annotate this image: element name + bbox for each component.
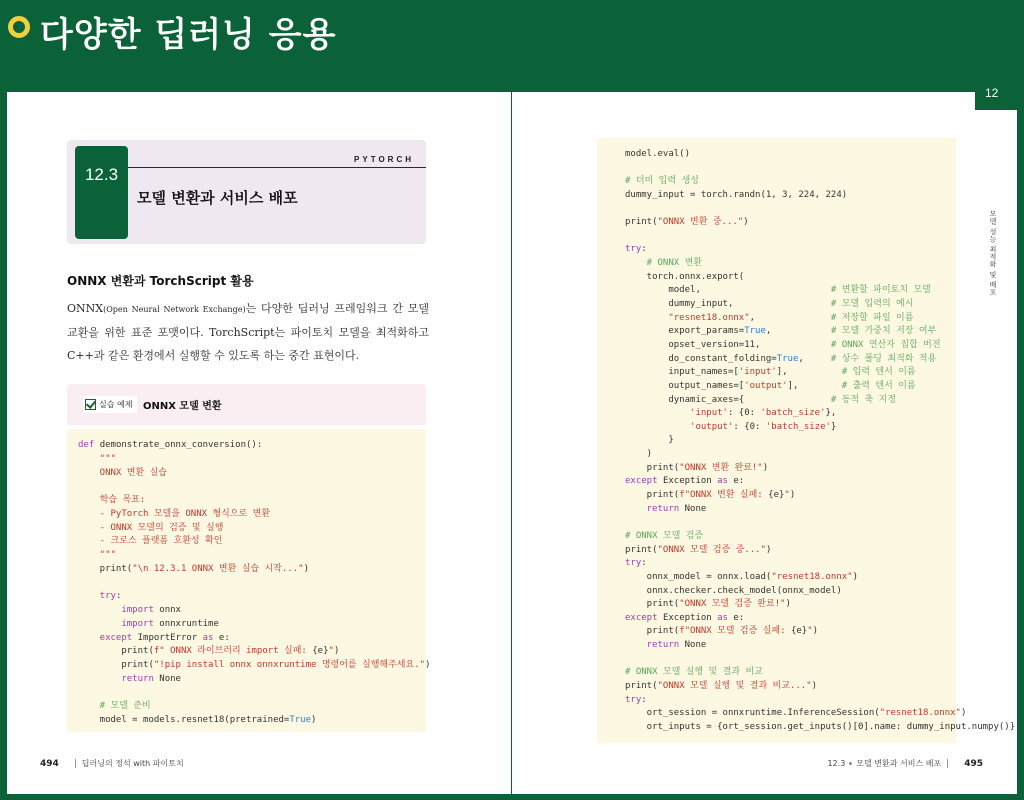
- code-token: 'output': [744, 380, 788, 391]
- footer-left: [40, 758, 184, 769]
- code-line: [625, 489, 956, 503]
- code-token: : {0:: [733, 421, 766, 432]
- code-token: ): [852, 571, 859, 582]
- code-token: :: [641, 244, 647, 255]
- code-token: ): [625, 449, 653, 460]
- subsection-heading: ONNX 변환과 TorchScript 활용: [67, 274, 254, 288]
- code-token: input_names=[: [625, 367, 739, 378]
- code-token: ,: [749, 312, 831, 323]
- code-line: [625, 448, 956, 462]
- code-line: [625, 625, 956, 639]
- code-token: ort_session = onnxruntime.InferenceSession(: [625, 708, 880, 719]
- code-token: # 출력 텐서 이름: [841, 380, 916, 391]
- code-token: "\n 12.3.1 ONNX 변환 실습 시작...": [132, 563, 304, 574]
- paragraph-term-expansion: (Open Neural Network Exchange): [103, 305, 246, 314]
- code-line: [78, 700, 426, 714]
- code-token: as: [202, 632, 219, 643]
- footer-divider: [75, 759, 76, 768]
- footer-right: [827, 758, 983, 769]
- code-token: # 저장할 파일 이름: [830, 312, 914, 323]
- page-number-left: 494: [40, 758, 59, 769]
- body-paragraph: [67, 297, 429, 367]
- code-token: print(: [625, 462, 680, 473]
- code-token: ): [311, 715, 317, 725]
- code-token: ): [785, 599, 791, 610]
- code-line: [78, 590, 426, 604]
- code-token: "resnet18.onnx": [771, 571, 853, 582]
- code-line: [625, 666, 956, 680]
- code-line: [625, 284, 956, 298]
- code-token: {e}: [312, 646, 329, 657]
- checkbox-icon: [85, 399, 96, 410]
- code-token: ): [812, 626, 819, 637]
- code-token: True: [744, 326, 766, 337]
- code-token: print(: [625, 217, 658, 228]
- footer-divider: [947, 759, 948, 768]
- code-token: ): [762, 462, 769, 473]
- code-line: [625, 257, 956, 271]
- code-token: "ONNX 모델 검증 완료!": [679, 599, 786, 610]
- code-token: ort_inputs = {ort_session.get_inputs()[0].name: dummy_input.numpy()}: [625, 721, 1016, 732]
- code-token: onnx: [159, 605, 181, 615]
- code-token: except: [78, 632, 138, 643]
- code-token: ],: [787, 380, 842, 391]
- code-line: [625, 148, 956, 162]
- chapter-vertical-label: 모델 성능 최적화 및 배포: [989, 210, 997, 296]
- code-token: ): [743, 217, 749, 228]
- footer-section-title: 모델 변환과 서비스 배포: [856, 759, 942, 768]
- code-token: print(: [78, 646, 154, 657]
- code-token: - 크로스 플랫폼 호환성 확인: [78, 536, 223, 547]
- code-token: model.eval(): [625, 149, 691, 159]
- code-token: ): [789, 490, 796, 501]
- code-token: do_constant_folding=: [625, 353, 777, 364]
- code-token: ): [811, 680, 818, 691]
- code-token: True: [289, 715, 312, 725]
- code-token: onnx_model = onnx.load(: [625, 571, 772, 582]
- code-token: "ONNX 변환 완료!": [679, 462, 763, 473]
- code-token: print(: [625, 680, 658, 691]
- code-line: [78, 480, 426, 494]
- code-token: as: [717, 612, 734, 623]
- code-token: return: [625, 640, 685, 651]
- code-line: [78, 673, 426, 687]
- code-line: [625, 653, 956, 667]
- code-token: try: [625, 558, 642, 569]
- code-token: ,: [765, 326, 831, 337]
- code-token: }: [625, 435, 674, 446]
- code-token: as: [717, 476, 734, 487]
- code-line: [625, 694, 956, 708]
- code-line: [625, 721, 1016, 735]
- code-line: [78, 577, 426, 591]
- code-token: onnx.checker.check_model(onnx_model): [625, 585, 842, 596]
- code-line: [78, 522, 426, 536]
- chapter-tab: 12: [975, 76, 1017, 110]
- code-token: try: [625, 694, 642, 705]
- code-token: # 더미 입력 생성: [625, 176, 699, 187]
- code-token: """: [78, 453, 116, 464]
- code-token: 'batch_size': [760, 408, 826, 419]
- code-token: - ONNX 모델의 검증 및 실행: [78, 522, 224, 533]
- code-line: [78, 467, 426, 481]
- code-line: [625, 544, 956, 558]
- code-token: # 입력 텐서 이름: [841, 367, 916, 378]
- code-token: True: [776, 353, 799, 364]
- code-token: None: [684, 640, 707, 651]
- code-line: [625, 298, 956, 312]
- code-token: 'output': [625, 421, 734, 432]
- code-token: ): [960, 708, 967, 719]
- code-line: [78, 439, 426, 453]
- code-line: [78, 604, 426, 618]
- code-token: dummy_input,: [625, 299, 831, 310]
- code-token: try: [625, 244, 642, 255]
- code-line: [625, 503, 956, 517]
- code-token: },: [825, 408, 837, 419]
- code-token: {e}: [768, 490, 785, 501]
- code-token: - PyTorch 모델을 ONNX 형식으로 변환: [78, 508, 271, 519]
- code-line: [78, 494, 426, 508]
- code-line: [78, 453, 426, 467]
- code-token: "!pip install onnx onnxruntime 명령어를 실행해주세요.": [153, 660, 426, 670]
- code-line: [625, 475, 956, 489]
- code-token: 'batch_size': [765, 421, 831, 432]
- code-line: [625, 243, 956, 257]
- section-number: 12.3: [84, 165, 119, 184]
- paragraph-term: ONNX: [67, 302, 104, 315]
- code-token: print(: [625, 599, 680, 610]
- code-token: except: [625, 612, 663, 623]
- code-line: [625, 312, 956, 326]
- code-line: [625, 353, 956, 367]
- code-token: output_names=[: [625, 380, 745, 391]
- code-token: ],: [776, 367, 842, 378]
- code-line: [625, 230, 956, 244]
- paragraph-text: 는 다양한 딥러닝 프레임워크 간 모델 교환을 위한 표준 포맷이다. TorchScript는 파이토치 모델을 최적화하고 C++과 같은 환경에서 실행할 수 있도록 하는 중간 표현이다.: [67, 302, 430, 362]
- code-line: [78, 659, 431, 673]
- code-line: [625, 530, 956, 544]
- footer-dot: [849, 762, 852, 765]
- code-token: ): [766, 544, 772, 555]
- code-line: [78, 687, 426, 701]
- code-token: # 변환할 파이토치 모델: [830, 285, 931, 296]
- code-token: export_params=: [625, 326, 745, 337]
- code-line: [625, 680, 956, 694]
- code-token: print(: [78, 660, 154, 670]
- code-token: onnxruntime: [159, 618, 219, 629]
- code-token: ImportError: [137, 632, 203, 643]
- code-line: [625, 366, 956, 380]
- code-line: [625, 407, 956, 421]
- code-token: e:: [218, 632, 230, 643]
- code-token: ": [328, 646, 334, 657]
- book-title: 딥러닝의 정석 with 파이토치: [81, 759, 184, 768]
- code-token: print(: [625, 544, 658, 555]
- code-block-left: [67, 429, 431, 732]
- code-token: return: [625, 503, 685, 514]
- code-token: ONNX 변환 실습: [78, 467, 167, 478]
- section-kicker: PYTORCH: [354, 155, 414, 164]
- code-line: [625, 639, 956, 653]
- code-line: [625, 557, 956, 571]
- code-token: None: [159, 673, 181, 684]
- code-line: [625, 516, 956, 530]
- code-token: "resnet18.onnx": [625, 312, 750, 323]
- banner-title: 다양한 딥러닝 응용: [40, 15, 337, 55]
- section-rule: [128, 167, 426, 168]
- code-line: [78, 618, 426, 632]
- section-number-tab: [75, 146, 128, 239]
- code-line: [78, 632, 426, 646]
- code-token: import: [78, 618, 160, 629]
- code-token: print(: [625, 490, 680, 501]
- code-token: # ONNX 변환: [625, 258, 702, 269]
- code-line: [625, 612, 956, 626]
- code-token: ): [425, 660, 431, 670]
- code-token: # ONNX 모델 실행 및 결과 비교: [625, 667, 763, 678]
- example-header: [67, 384, 426, 425]
- code-token: # 모델 가중치 저장 여부: [830, 326, 937, 337]
- code-token: :: [641, 694, 647, 705]
- code-token: Exception: [662, 476, 718, 487]
- code-line: [625, 325, 956, 339]
- code-line: [78, 645, 426, 659]
- code-line: [78, 714, 426, 728]
- code-line: [625, 271, 956, 285]
- code-token: print(: [78, 563, 133, 574]
- code-line: [625, 189, 956, 203]
- code-token: model,: [625, 285, 831, 296]
- code-token: f"ONNX 모델 검증 실패:: [679, 626, 791, 637]
- code-token: ): [333, 646, 340, 657]
- code-token: # ONNX 연산자 집합 버전: [830, 339, 941, 350]
- code-token: # 동적 축 지정: [830, 394, 897, 405]
- code-token: : {0:: [727, 408, 761, 419]
- code-token: Exception: [662, 612, 718, 623]
- code-token: :: [115, 591, 122, 602]
- code-token: dynamic_axes={: [625, 394, 831, 405]
- code-token: "ONNX 변환 중...": [657, 217, 744, 228]
- code-token: ": [807, 626, 813, 637]
- code-line: [78, 563, 426, 577]
- code-line: [625, 421, 956, 435]
- example-badge-label: 실습 예제: [99, 400, 133, 409]
- code-token: opset_version=11,: [625, 339, 831, 350]
- code-token: try: [78, 591, 116, 602]
- code-line: [78, 549, 426, 563]
- code-token: model = models.resnet18(pretrained=: [78, 715, 290, 725]
- ring-icon: [8, 16, 30, 38]
- code-line: [78, 508, 426, 522]
- chapter-banner: [0, 0, 1024, 92]
- code-line: [625, 380, 956, 394]
- code-line: [78, 535, 426, 549]
- code-token: ): [303, 563, 309, 574]
- code-token: except: [625, 476, 663, 487]
- page-gutter: [511, 92, 512, 794]
- page-number-right: 495: [964, 758, 983, 769]
- section-header: [67, 140, 426, 244]
- book-spread: [7, 92, 1017, 794]
- code-token: 'input': [625, 408, 728, 419]
- code-line: [625, 434, 956, 448]
- code-token: e:: [733, 476, 745, 487]
- code-line: [625, 216, 956, 230]
- code-token: print(: [625, 626, 680, 637]
- code-line: [625, 462, 956, 476]
- code-token: }: [830, 421, 837, 432]
- code-token: 'input': [738, 367, 777, 378]
- code-token: """: [78, 550, 116, 560]
- code-token: ,: [798, 353, 831, 364]
- code-token: "resnet18.onnx": [879, 708, 961, 719]
- code-token: "ONNX 모델 검증 중...": [657, 544, 767, 555]
- code-token: None: [684, 503, 707, 514]
- code-token: # 모델 준비: [78, 701, 151, 712]
- code-line: [625, 571, 956, 585]
- code-token: f" ONNX 라이브러리 import 실패:: [153, 646, 313, 657]
- code-token: torch.onnx.export(: [625, 271, 745, 282]
- footer-section-number: 12.3: [827, 759, 846, 768]
- code-line: [625, 203, 956, 217]
- code-token: dummy_input = torch.randn(1, 3, 224, 224): [625, 189, 848, 200]
- code-token: # 모델 입력의 예시: [830, 299, 914, 310]
- code-line: [625, 598, 956, 612]
- code-token: :: [641, 558, 647, 569]
- code-line: [625, 339, 956, 353]
- example-title: ONNX 모델 변환: [143, 401, 222, 412]
- code-token: e:: [733, 612, 745, 623]
- code-token: 학습 목표:: [78, 495, 146, 505]
- code-token: # 상수 폴딩 최적화 적용: [830, 353, 937, 364]
- code-line: [625, 394, 956, 408]
- code-token: demonstrate_onnx_conversion():: [99, 440, 263, 450]
- code-token: # ONNX 모델 검증: [625, 530, 704, 541]
- section-title: 모델 변환과 서비스 배포: [137, 189, 298, 207]
- code-token: import: [78, 605, 160, 615]
- code-token: "ONNX 모델 실행 및 결과 비교...": [657, 680, 812, 691]
- code-line: [625, 175, 956, 189]
- code-line: [625, 707, 967, 721]
- example-badge: [83, 396, 137, 413]
- code-line: [625, 585, 956, 599]
- code-token: return: [78, 673, 160, 684]
- code-token: ": [784, 490, 790, 501]
- code-token: def: [78, 440, 100, 450]
- code-line: [625, 162, 956, 176]
- code-token: {e}: [790, 626, 808, 637]
- code-token: f"ONNX 변환 실패:: [679, 490, 769, 501]
